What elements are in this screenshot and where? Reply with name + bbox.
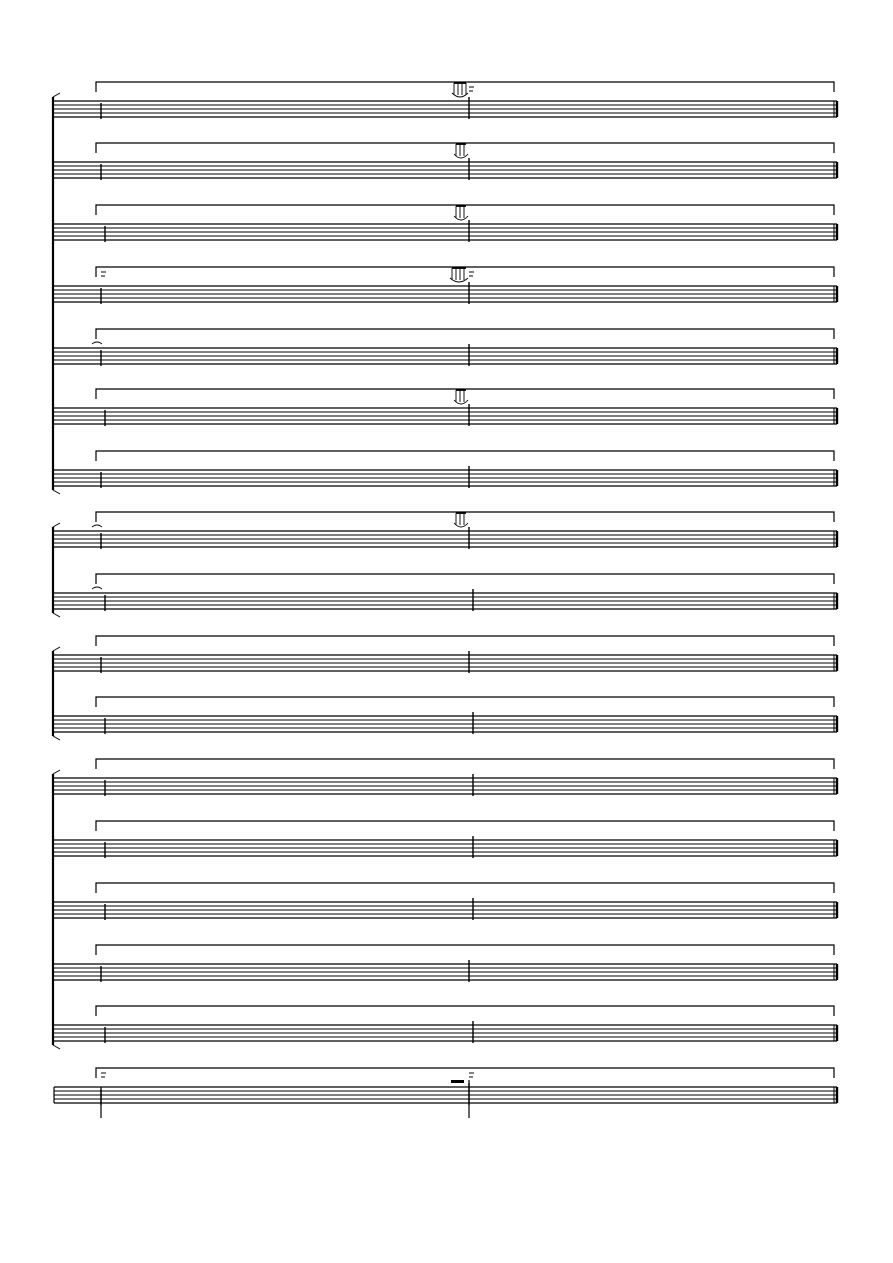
staff-tuplet-bracket xyxy=(96,759,834,769)
staff xyxy=(54,574,837,611)
bracket-hook-top xyxy=(53,647,60,651)
bracket-hook-bottom xyxy=(53,1045,60,1049)
beamed-note-group xyxy=(454,513,468,527)
staff-layer xyxy=(54,82,837,1105)
staff xyxy=(54,267,837,304)
staff xyxy=(54,945,837,982)
beamed-note-group xyxy=(452,83,468,97)
staff xyxy=(54,636,837,673)
bracket-hook-bottom xyxy=(53,736,60,740)
note-flag xyxy=(469,87,474,91)
staff-tuplet-bracket xyxy=(96,697,834,707)
staff-tuplet-bracket xyxy=(96,821,834,831)
staff xyxy=(54,389,837,426)
group-bracket-layer xyxy=(53,93,60,1103)
bracket-hook-bottom xyxy=(53,490,60,494)
staff xyxy=(54,883,837,920)
staff xyxy=(54,1006,837,1043)
system-bracket xyxy=(53,647,60,740)
staff-tuplet-bracket xyxy=(96,1006,834,1016)
note-flag xyxy=(469,1073,474,1077)
system-bracket xyxy=(53,770,60,1049)
staff xyxy=(54,329,837,366)
system-bracket xyxy=(53,93,60,494)
bracket-hook-bottom xyxy=(53,613,60,617)
bracket-hook-top xyxy=(53,93,60,97)
staff xyxy=(54,1068,837,1105)
tie xyxy=(450,278,468,282)
tie xyxy=(92,525,102,527)
system-bracket xyxy=(53,523,60,617)
bracket-hook-top xyxy=(53,523,60,527)
note-flag xyxy=(101,272,106,276)
staff xyxy=(54,821,837,858)
tie xyxy=(92,342,102,344)
staff-tuplet-bracket xyxy=(96,1068,834,1078)
staff-tuplet-bracket xyxy=(96,883,834,893)
staff-tuplet-bracket xyxy=(96,574,834,584)
staff-tuplet-bracket xyxy=(96,945,834,955)
staff xyxy=(54,451,837,488)
staff xyxy=(54,759,837,796)
staff xyxy=(54,697,837,734)
beamed-note-group xyxy=(454,144,468,158)
staff-tuplet-bracket xyxy=(96,636,834,646)
note-flag xyxy=(101,1073,106,1077)
beamed-note-group xyxy=(450,268,468,282)
beamed-note-group xyxy=(454,206,468,220)
staff xyxy=(54,143,837,180)
staff xyxy=(54,82,837,119)
staff xyxy=(54,205,837,242)
staff xyxy=(54,512,837,549)
bracket-hook-top xyxy=(53,770,60,774)
note-layer xyxy=(92,83,474,1118)
short-beam xyxy=(451,1080,464,1083)
staff-tuplet-bracket xyxy=(96,329,834,339)
staff-tuplet-bracket xyxy=(96,451,834,461)
beamed-note-group xyxy=(454,390,468,404)
tie xyxy=(92,587,102,589)
note-flag xyxy=(469,272,474,276)
